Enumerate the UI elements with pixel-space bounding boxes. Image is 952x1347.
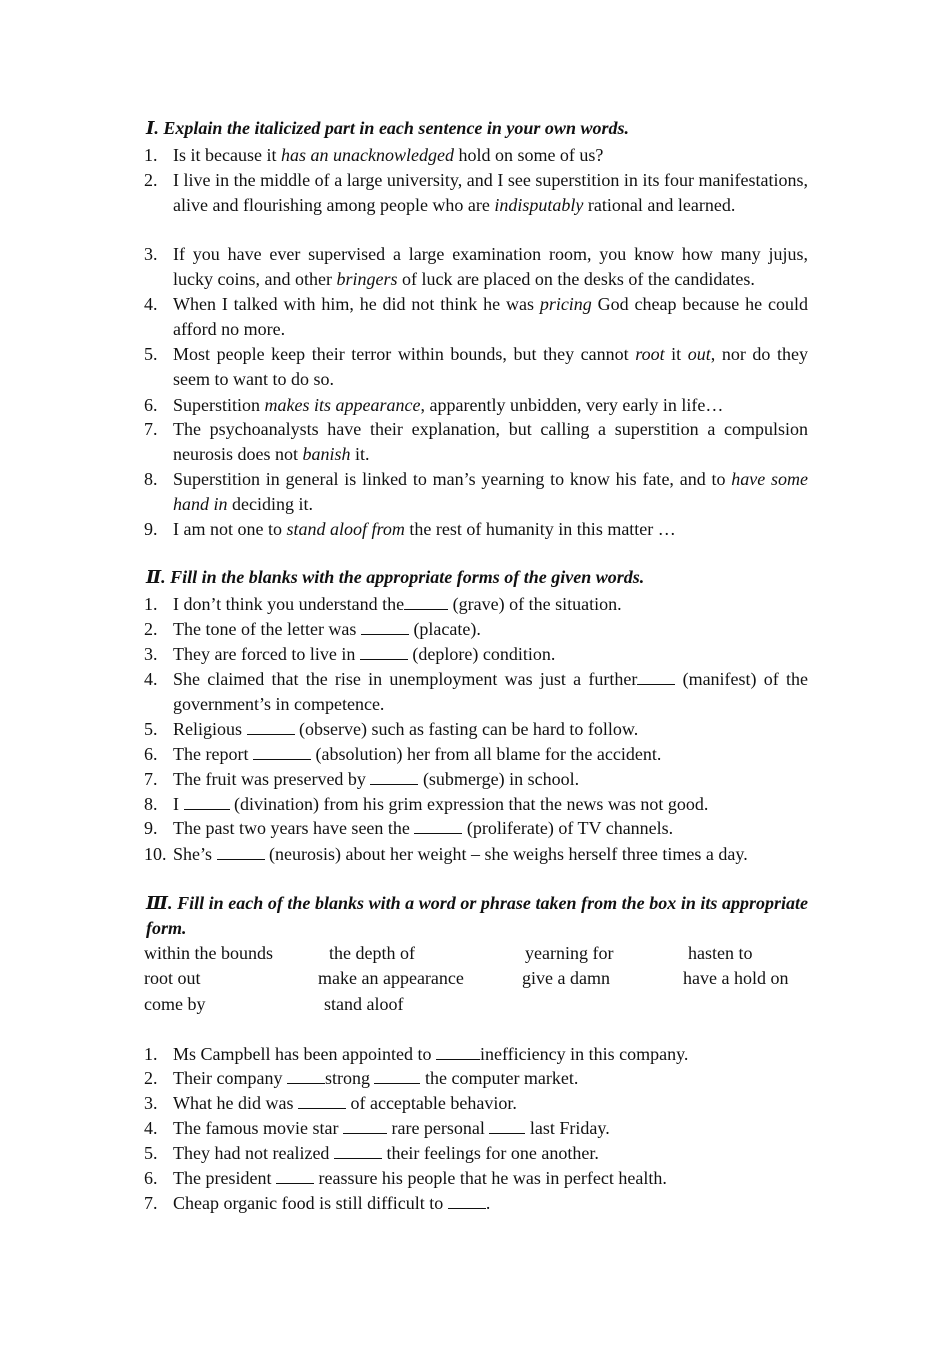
answer-blank — [334, 1144, 382, 1159]
word-box-item: have a hold on — [683, 968, 789, 988]
item-number: 5. — [144, 719, 158, 739]
s2-item-10 — [144, 842, 808, 867]
item-number: 6. — [144, 744, 158, 764]
answer-blank — [276, 1169, 314, 1184]
item-text: I don’t think you understand the (grave) of the situation. — [173, 594, 622, 614]
item-text: She’s (neurosis) about her weight – she weighs herself three times a day. — [173, 844, 748, 864]
item-text: The tone of the letter was (placate). — [173, 619, 481, 639]
item-text: Superstition in general is linked to man’s yearning to know his fate, and to have some hand in deciding it. — [173, 469, 808, 514]
s3-item-4 — [144, 1116, 808, 1141]
answer-blank — [637, 670, 675, 685]
item-number: 9. — [144, 519, 158, 539]
item-text: Religious (observe) such as fasting can be hard to follow. — [173, 719, 639, 739]
item-number: 4. — [144, 669, 158, 689]
item-text: If you have ever supervised a large examination room, you know how many jujus, lucky coins, and other bringers of luck are placed on the desks of the candidates. — [173, 244, 808, 289]
item-number: 4. — [144, 294, 158, 314]
answer-blank — [374, 1069, 420, 1084]
section-1-heading: Ⅰ. Explain the italicized part in each sentence in your own words. — [146, 118, 629, 138]
item-number: 3. — [144, 244, 158, 264]
item-text: They are forced to live in (deplore) condition. — [173, 644, 556, 664]
s3-item-5 — [144, 1141, 808, 1166]
item-number: 1. — [144, 145, 158, 165]
answer-blank — [489, 1119, 525, 1134]
s2-item-3 — [144, 642, 808, 667]
s2-item-6 — [144, 742, 808, 767]
s1-item-4 — [144, 292, 808, 341]
item-text: She claimed that the rise in unemployment was just a further (manifest) of the government’s in competence. — [173, 669, 809, 714]
item-text: I am not one to stand aloof from the rest of humanity in this matter … — [173, 519, 676, 539]
item-text: They had not realized their feelings for one another. — [173, 1143, 599, 1163]
answer-blank — [287, 1069, 325, 1084]
item-number: 2. — [144, 619, 158, 639]
answer-blank — [448, 1194, 486, 1209]
word-box-item: make an appearance — [318, 968, 464, 988]
item-text: Superstition makes its appearance, apparently unbidden, very early in life… — [173, 395, 724, 415]
answer-blank — [184, 795, 230, 810]
section-2-heading: Ⅱ. Fill in the blanks with the appropriate forms of the given words. — [146, 567, 645, 587]
item-number: 1. — [144, 1044, 158, 1064]
word-box-item: within the bounds — [144, 943, 273, 963]
s2-item-2 — [144, 617, 808, 642]
item-text: The report (absolution) her from all blame for the accident. — [173, 744, 662, 764]
section-3-heading: Ⅲ. Fill in each of the blanks with a word or phrase taken from the box in its appropriate form. — [146, 893, 808, 938]
s1-item-8 — [144, 467, 808, 516]
s1-item-3 — [144, 242, 808, 291]
item-number: 10. — [144, 844, 167, 864]
item-text: Their company strong the computer market. — [173, 1068, 579, 1088]
item-number: 2. — [144, 170, 158, 190]
s2-item-9 — [144, 816, 808, 841]
item-text: Cheap organic food is still difficult to . — [173, 1193, 491, 1213]
item-number: 8. — [144, 469, 158, 489]
s2-item-1 — [144, 592, 808, 617]
item-text: The fruit was preserved by (submerge) in school. — [173, 769, 580, 789]
answer-blank — [361, 620, 409, 635]
s1-item-6 — [144, 393, 808, 418]
answer-blank — [414, 819, 462, 834]
item-number: 8. — [144, 794, 158, 814]
item-text: I (divination) from his grim expression that the news was not good. — [173, 794, 709, 814]
item-number: 6. — [144, 395, 158, 415]
item-number: 7. — [144, 769, 158, 789]
answer-blank — [217, 845, 265, 860]
item-number: 5. — [144, 1143, 158, 1163]
answer-blank — [370, 770, 418, 785]
item-text: I live in the middle of a large university, and I see superstition in its four manifestations, alive and flourishing among people who are indisputably rational and learned. — [173, 170, 808, 215]
answer-blank — [298, 1094, 346, 1109]
item-number: 3. — [144, 644, 158, 664]
item-number: 9. — [144, 818, 158, 838]
s1-item-7 — [144, 417, 808, 466]
item-number: 1. — [144, 594, 158, 614]
item-number: 7. — [144, 419, 158, 439]
s1-item-2 — [144, 168, 808, 217]
word-box-item: come by — [144, 994, 206, 1014]
word-box-item: stand aloof — [324, 994, 404, 1014]
s3-item-1 — [144, 1042, 808, 1067]
item-text: The psychoanalysts have their explanation, but calling a superstition a compulsion neurosis does not banish it. — [173, 419, 808, 464]
item-text: The president reassure his people that he was in perfect health. — [173, 1168, 667, 1188]
s2-item-8 — [144, 792, 808, 817]
s2-item-7 — [144, 767, 808, 792]
item-text: What he did was of acceptable behavior. — [173, 1093, 517, 1113]
s3-item-2 — [144, 1066, 808, 1091]
answer-blank — [360, 645, 408, 660]
item-text: Most people keep their terror within bounds, but they cannot root it out, nor do they seem to want to do so. — [173, 344, 808, 389]
item-number: 3. — [144, 1093, 158, 1113]
item-number: 7. — [144, 1193, 158, 1213]
item-text: The famous movie star rare personal last Friday. — [173, 1118, 610, 1138]
s2-item-4 — [144, 667, 808, 716]
item-text: The past two years have seen the (proliferate) of TV channels. — [173, 818, 674, 838]
item-number: 5. — [144, 344, 158, 364]
s1-item-9 — [144, 517, 808, 542]
item-number: 4. — [144, 1118, 158, 1138]
s3-item-7 — [144, 1191, 808, 1216]
word-box-item: root out — [144, 968, 201, 988]
s2-item-5 — [144, 717, 808, 742]
answer-blank — [247, 720, 295, 735]
item-text: When I talked with him, he did not think he was pricing God cheap because he could afford no more. — [173, 294, 808, 339]
answer-blank — [436, 1045, 480, 1060]
word-box-item: the depth of — [329, 943, 415, 963]
word-box-item: yearning for — [525, 943, 614, 963]
s1-item-1 — [144, 143, 808, 168]
item-text: Ms Campbell has been appointed to inefficiency in this company. — [173, 1044, 689, 1064]
item-text: Is it because it has an unacknowledged hold on some of us? — [173, 145, 604, 165]
word-box-item: hasten to — [688, 943, 753, 963]
item-number: 2. — [144, 1068, 158, 1088]
s3-item-6 — [144, 1166, 808, 1191]
answer-blank — [343, 1119, 387, 1134]
item-number: 6. — [144, 1168, 158, 1188]
answer-blank — [253, 745, 311, 760]
answer-blank — [404, 595, 448, 610]
s3-item-3 — [144, 1091, 808, 1116]
word-box-item: give a damn — [522, 968, 610, 988]
s1-item-5 — [144, 342, 808, 391]
